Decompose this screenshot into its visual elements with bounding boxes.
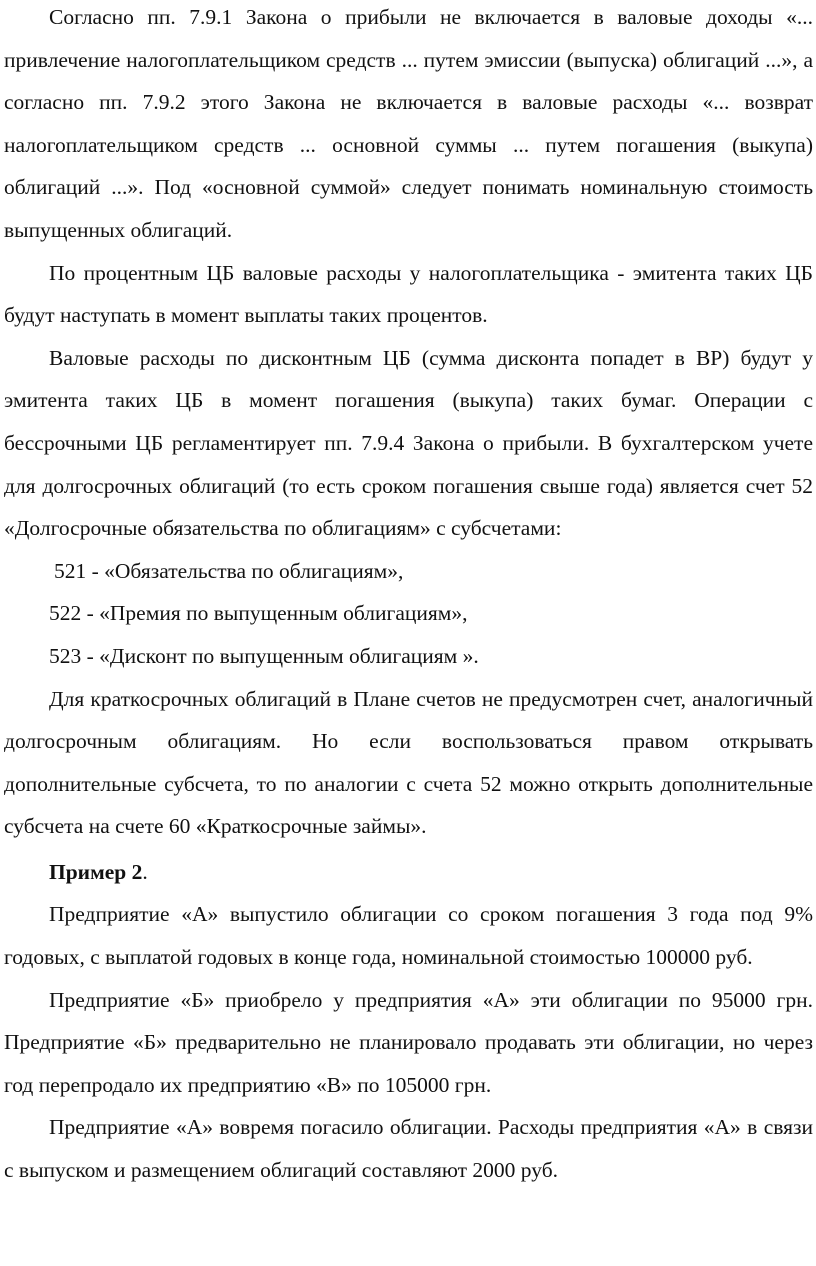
paragraph-discount-securities: Валовые расходы по дисконтным ЦБ (сумма дисконта попадет в ВР) будут у эмитента таких ЦБ в момент погашения (выкупа) таких бумаг. Операции с бессрочными ЦБ регламентирует пп. 7.9.4 Закона о прибыли. В бухгалтерском учете для долгосрочных облигаций (то есть сроком погашения свыше года) является счет 52 «Долгосрочные обязательства по облигациям» с субсчетами:: [4, 345, 813, 541]
subaccount-523: 523 - «Дисконт по выпущенным облигациям ».: [49, 643, 479, 668]
example-heading-period: .: [142, 859, 148, 884]
subaccount-521: 521 - «Обязательства по облигациям»,: [54, 558, 404, 583]
document-body: [4, 0, 813, 1192]
paragraph-company-a-issue: Предприятие «А» выпустило облигации со сроком погашения 3 года под 9% годовых, с выплатой годовых в конце года, номинальной стоимостью 100000 руб.: [4, 902, 813, 970]
paragraph-short-term-bonds: Для краткосрочных облигаций в Плане счетов не предусмотрен счет, аналогичный долгосрочным облигациям. Но если воспользоваться правом открывать дополнительные субсчета, то по аналогии с счета 52 можно открыть дополнительные субсчета на счете 60 «Краткосрочные займы».: [4, 686, 813, 839]
example-heading: [4, 851, 813, 894]
subaccount-522: 522 - «Премия по выпущенным облигациям»,: [49, 601, 468, 626]
paragraph-interest-securities: По процентным ЦБ валовые расходы у налогоплательщика - эмитента таких ЦБ будут наступать в момент выплаты таких процентов.: [4, 260, 813, 328]
paragraph-law-income: Согласно пп. 7.9.1 Закона о прибыли не включается в валовые доходы «... привлечение налогоплательщиком средств ... путем эмиссии (выпуска) облигаций ...», а согласно пп. 7.9.2 этого Закона не включается в валовые расходы «... возврат налогоплательщиком средств ... основной суммы ... путем погашения (выкупа) облигаций ...». Под «основной суммой» следует понимать номинальную стоимость выпущенных облигаций.: [4, 5, 813, 242]
paragraph-company-a-redemption: Предприятие «А» вовремя погасило облигации. Расходы предприятия «А» в связи с выпуском и размещением облигаций составляют 2000 руб.: [4, 1115, 813, 1183]
example-heading-title: Пример 2: [49, 859, 143, 884]
paragraph-company-b-purchase: Предприятие «Б» приобрело у предприятия «А» эти облигации по 95000 грн. Предприятие «Б» предварительно не планировало продавать эти облигации, но через год перепродало их предприятию «В» по 105000 грн.: [4, 987, 813, 1097]
